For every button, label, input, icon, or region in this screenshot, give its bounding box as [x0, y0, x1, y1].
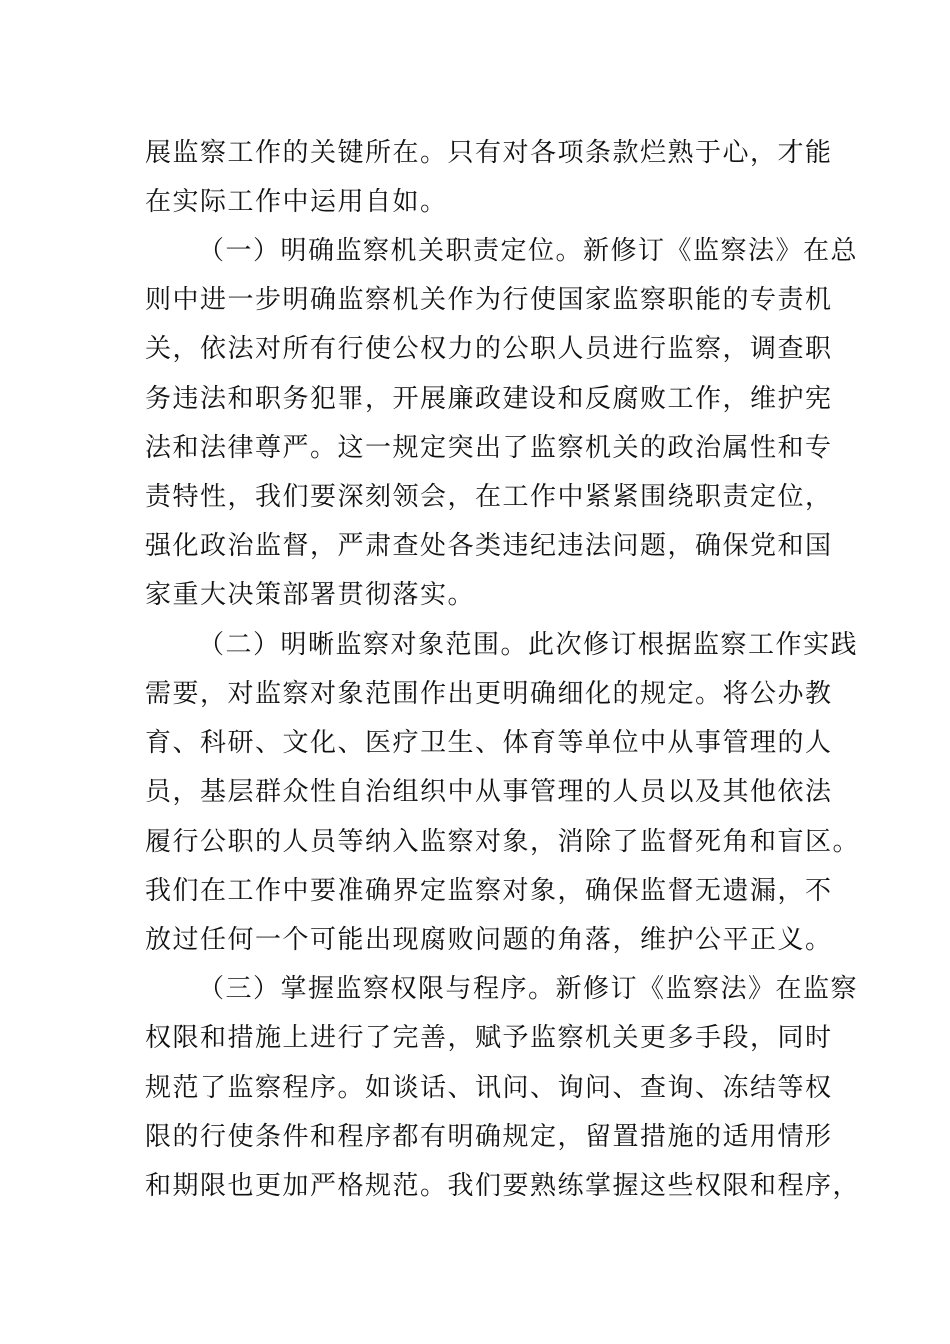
text-line: 规范了监察程序。如谈话、讯问、询问、查询、冻结等权: [145, 1073, 833, 1103]
text-line: 限的行使条件和程序都有明确规定，留置措施的适用情形: [145, 1122, 833, 1152]
text-line: 责特性，我们要深刻领会，在工作中紧紧围绕职责定位，: [145, 482, 833, 512]
text-line: 强化政治监督，严肃查处各类违纪违法问题，确保党和国: [145, 531, 833, 561]
text-line: 需要，对监察对象范围作出更明确细化的规定。将公办教: [145, 679, 833, 709]
text-line: 在实际工作中运用自如。: [145, 187, 448, 217]
text-line: 关，依法对所有行使公权力的公职人员进行监察，调查职: [145, 334, 833, 364]
paragraph-heading-line: （三）掌握监察权限与程序。新修订《监察法》在监察: [198, 974, 859, 1004]
paragraph-heading-line: （二）明晰监察对象范围。此次修订根据监察工作实践: [198, 630, 859, 660]
text-line: 履行公职的人员等纳入监察对象，消除了监督死角和盲区。: [145, 827, 861, 857]
text-line: 放过任何一个可能出现腐败问题的角落，维护公平正义。: [145, 925, 833, 955]
text-line: 我们在工作中要准确界定监察对象，确保监督无遗漏，不: [145, 876, 833, 906]
paragraph-heading-line: （一）明确监察机关职责定位。新修订《监察法》在总: [198, 236, 859, 266]
text-line: 务违法和职务犯罪，开展廉政建设和反腐败工作，维护宪: [145, 384, 833, 414]
text-line: 则中进一步明确监察机关作为行使国家监察职能的专责机: [145, 285, 833, 315]
text-line: 育、科研、文化、医疗卫生、体育等单位中从事管理的人: [145, 728, 833, 758]
text-line: 权限和措施上进行了完善，赋予监察机关更多手段，同时: [145, 1023, 833, 1053]
text-line: 员，基层群众性自治组织中从事管理的人员以及其他依法: [145, 777, 833, 807]
text-line: 和期限也更加严格规范。我们要熟练掌握这些权限和程序，: [145, 1171, 861, 1201]
text-line: 展监察工作的关键所在。只有对各项条款烂熟于心，才能: [145, 138, 833, 168]
text-line: 法和法律尊严。这一规定突出了监察机关的政治属性和专: [145, 433, 833, 463]
text-line: 家重大决策部署贯彻落实。: [145, 580, 476, 610]
